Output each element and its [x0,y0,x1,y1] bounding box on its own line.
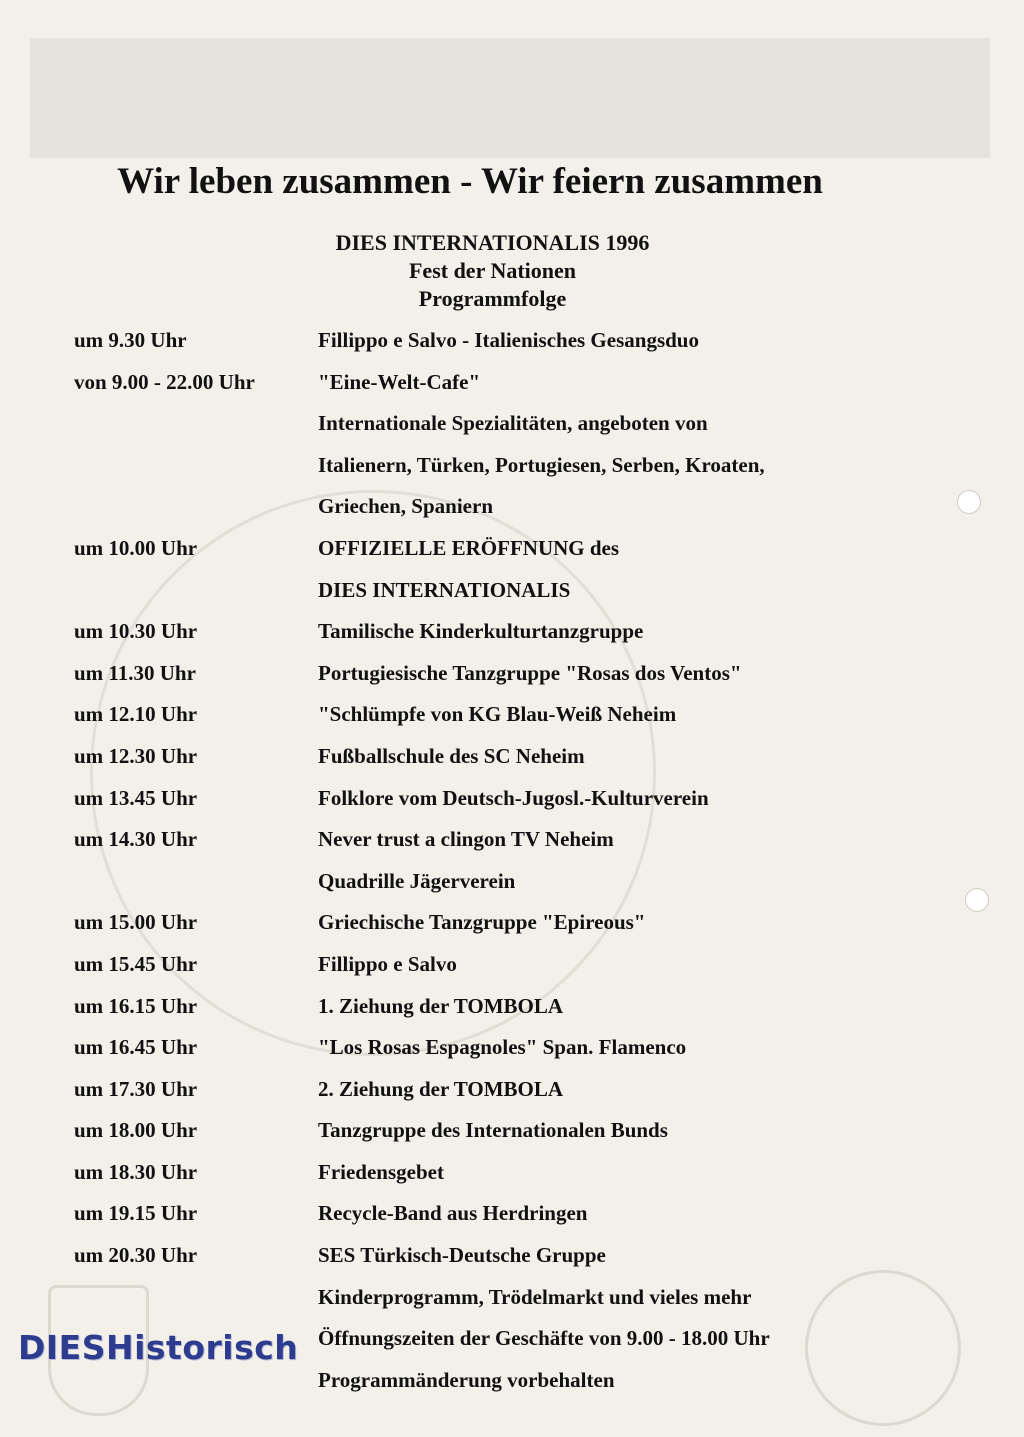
program-time: um 12.30 Uhr [74,743,198,768]
program-row [0,366,1024,408]
program-row [0,1073,1024,1115]
program-row [0,1364,1024,1406]
program-row [0,532,1024,574]
program-time: um 10.30 Uhr [74,619,198,644]
program-event: OFFIZIELLE ERÖFFNUNG des [318,535,620,560]
program-event: "Eine-Welt-Cafe" [318,369,481,394]
program-time: um 13.45 Uhr [74,785,198,810]
program-row [0,1239,1024,1281]
program-time: um 18.00 Uhr [74,1118,198,1143]
program-time: um 15.45 Uhr [74,951,198,976]
program-time: um 12.10 Uhr [74,702,198,727]
program-event: Quadrille Jägerverein [318,868,516,893]
program-time: um 18.30 Uhr [74,1159,198,1184]
program-event: Tamilische Kinderkulturtanzgruppe [318,619,644,644]
program-event: Kinderprogramm, Trödelmarkt und vieles mehr [318,1284,752,1309]
program-event: Tanzgruppe des Internationalen Bunds [318,1118,668,1143]
program-row [0,490,1024,532]
program-time: von 9.00 - 22.00 Uhr [74,369,255,394]
program-row [0,1197,1024,1239]
program-time: um 14.30 Uhr [74,827,198,852]
event-name: DIES INTERNATIONALIS 1996 [335,230,650,255]
program-row [0,948,1024,990]
program-row [0,615,1024,657]
program-time: um 19.15 Uhr [74,1201,198,1226]
program-time: um 11.30 Uhr [74,660,196,685]
program-row [0,698,1024,740]
site-watermark: DIESHistorisch [18,1328,299,1367]
program-event: 2. Ziehung der TOMBOLA [318,1076,564,1101]
program-event: DIES INTERNATIONALIS [318,577,571,602]
program-event: Friedensgebet [318,1159,444,1184]
program-event: Folklore vom Deutsch-Jugosl.-Kulturverein [318,785,709,810]
program-event: "Los Rosas Espagnoles" Span. Flamenco [318,1035,687,1060]
program-row [0,865,1024,907]
program-time: um 15.00 Uhr [74,910,198,935]
program-event: Programmänderung vorbehalten [318,1367,615,1392]
program-row [0,1114,1024,1156]
program-row [0,906,1024,948]
reverse-side-masthead-band [30,38,990,158]
program-row [0,657,1024,699]
program-time: um 20.30 Uhr [74,1243,198,1268]
program-heading: Programmfolge [418,286,567,311]
program-list [0,324,1024,1405]
program-time: um 17.30 Uhr [74,1076,198,1101]
program-row [0,574,1024,616]
program-row [0,823,1024,865]
program-time: um 9.30 Uhr [74,328,187,352]
program-row [0,782,1024,824]
program-event: Öffnungszeiten der Geschäfte von 9.00 - 18.00 Uhr [318,1326,770,1351]
program-event: "Schlümpfe von KG Blau-Weiß Neheim [318,702,677,727]
program-event: Fußballschule des SC Neheim [318,743,585,768]
program-row [0,1031,1024,1073]
program-row [0,740,1024,782]
event-subtitle: Fest der Nationen [408,258,577,283]
program-row [0,1281,1024,1323]
program-row [0,407,1024,449]
program-row [0,324,1024,366]
program-event: Griechische Tanzgruppe "Epireous" [318,910,646,935]
program-row [0,990,1024,1032]
program-event: 1. Ziehung der TOMBOLA [318,993,564,1018]
program-row [0,449,1024,491]
page-title: Wir leben zusammen - Wir feiern zusammen [117,161,823,202]
program-event: Internationale Spezialitäten, angeboten von [318,411,708,436]
program-event: Italienern, Türken, Portugiesen, Serben, Kroaten, [318,452,765,477]
program-time: um 10.00 Uhr [74,535,198,560]
program-event: Fillippo e Salvo [318,951,457,976]
program-time: um 16.15 Uhr [74,993,198,1018]
program-event: SES Türkisch-Deutsche Gruppe [318,1243,606,1268]
program-event: Griechen, Spaniern [318,494,494,519]
program-event: Recycle-Band aus Herdringen [318,1201,588,1226]
program-row [0,1156,1024,1198]
program-time: um 16.45 Uhr [74,1035,198,1060]
program-event: Portugiesische Tanzgruppe "Rosas dos Ventos" [318,660,742,685]
program-event: Never trust a clingon TV Neheim [318,827,614,852]
program-event: Fillippo e Salvo - Italienisches Gesangsduo [318,328,699,352]
